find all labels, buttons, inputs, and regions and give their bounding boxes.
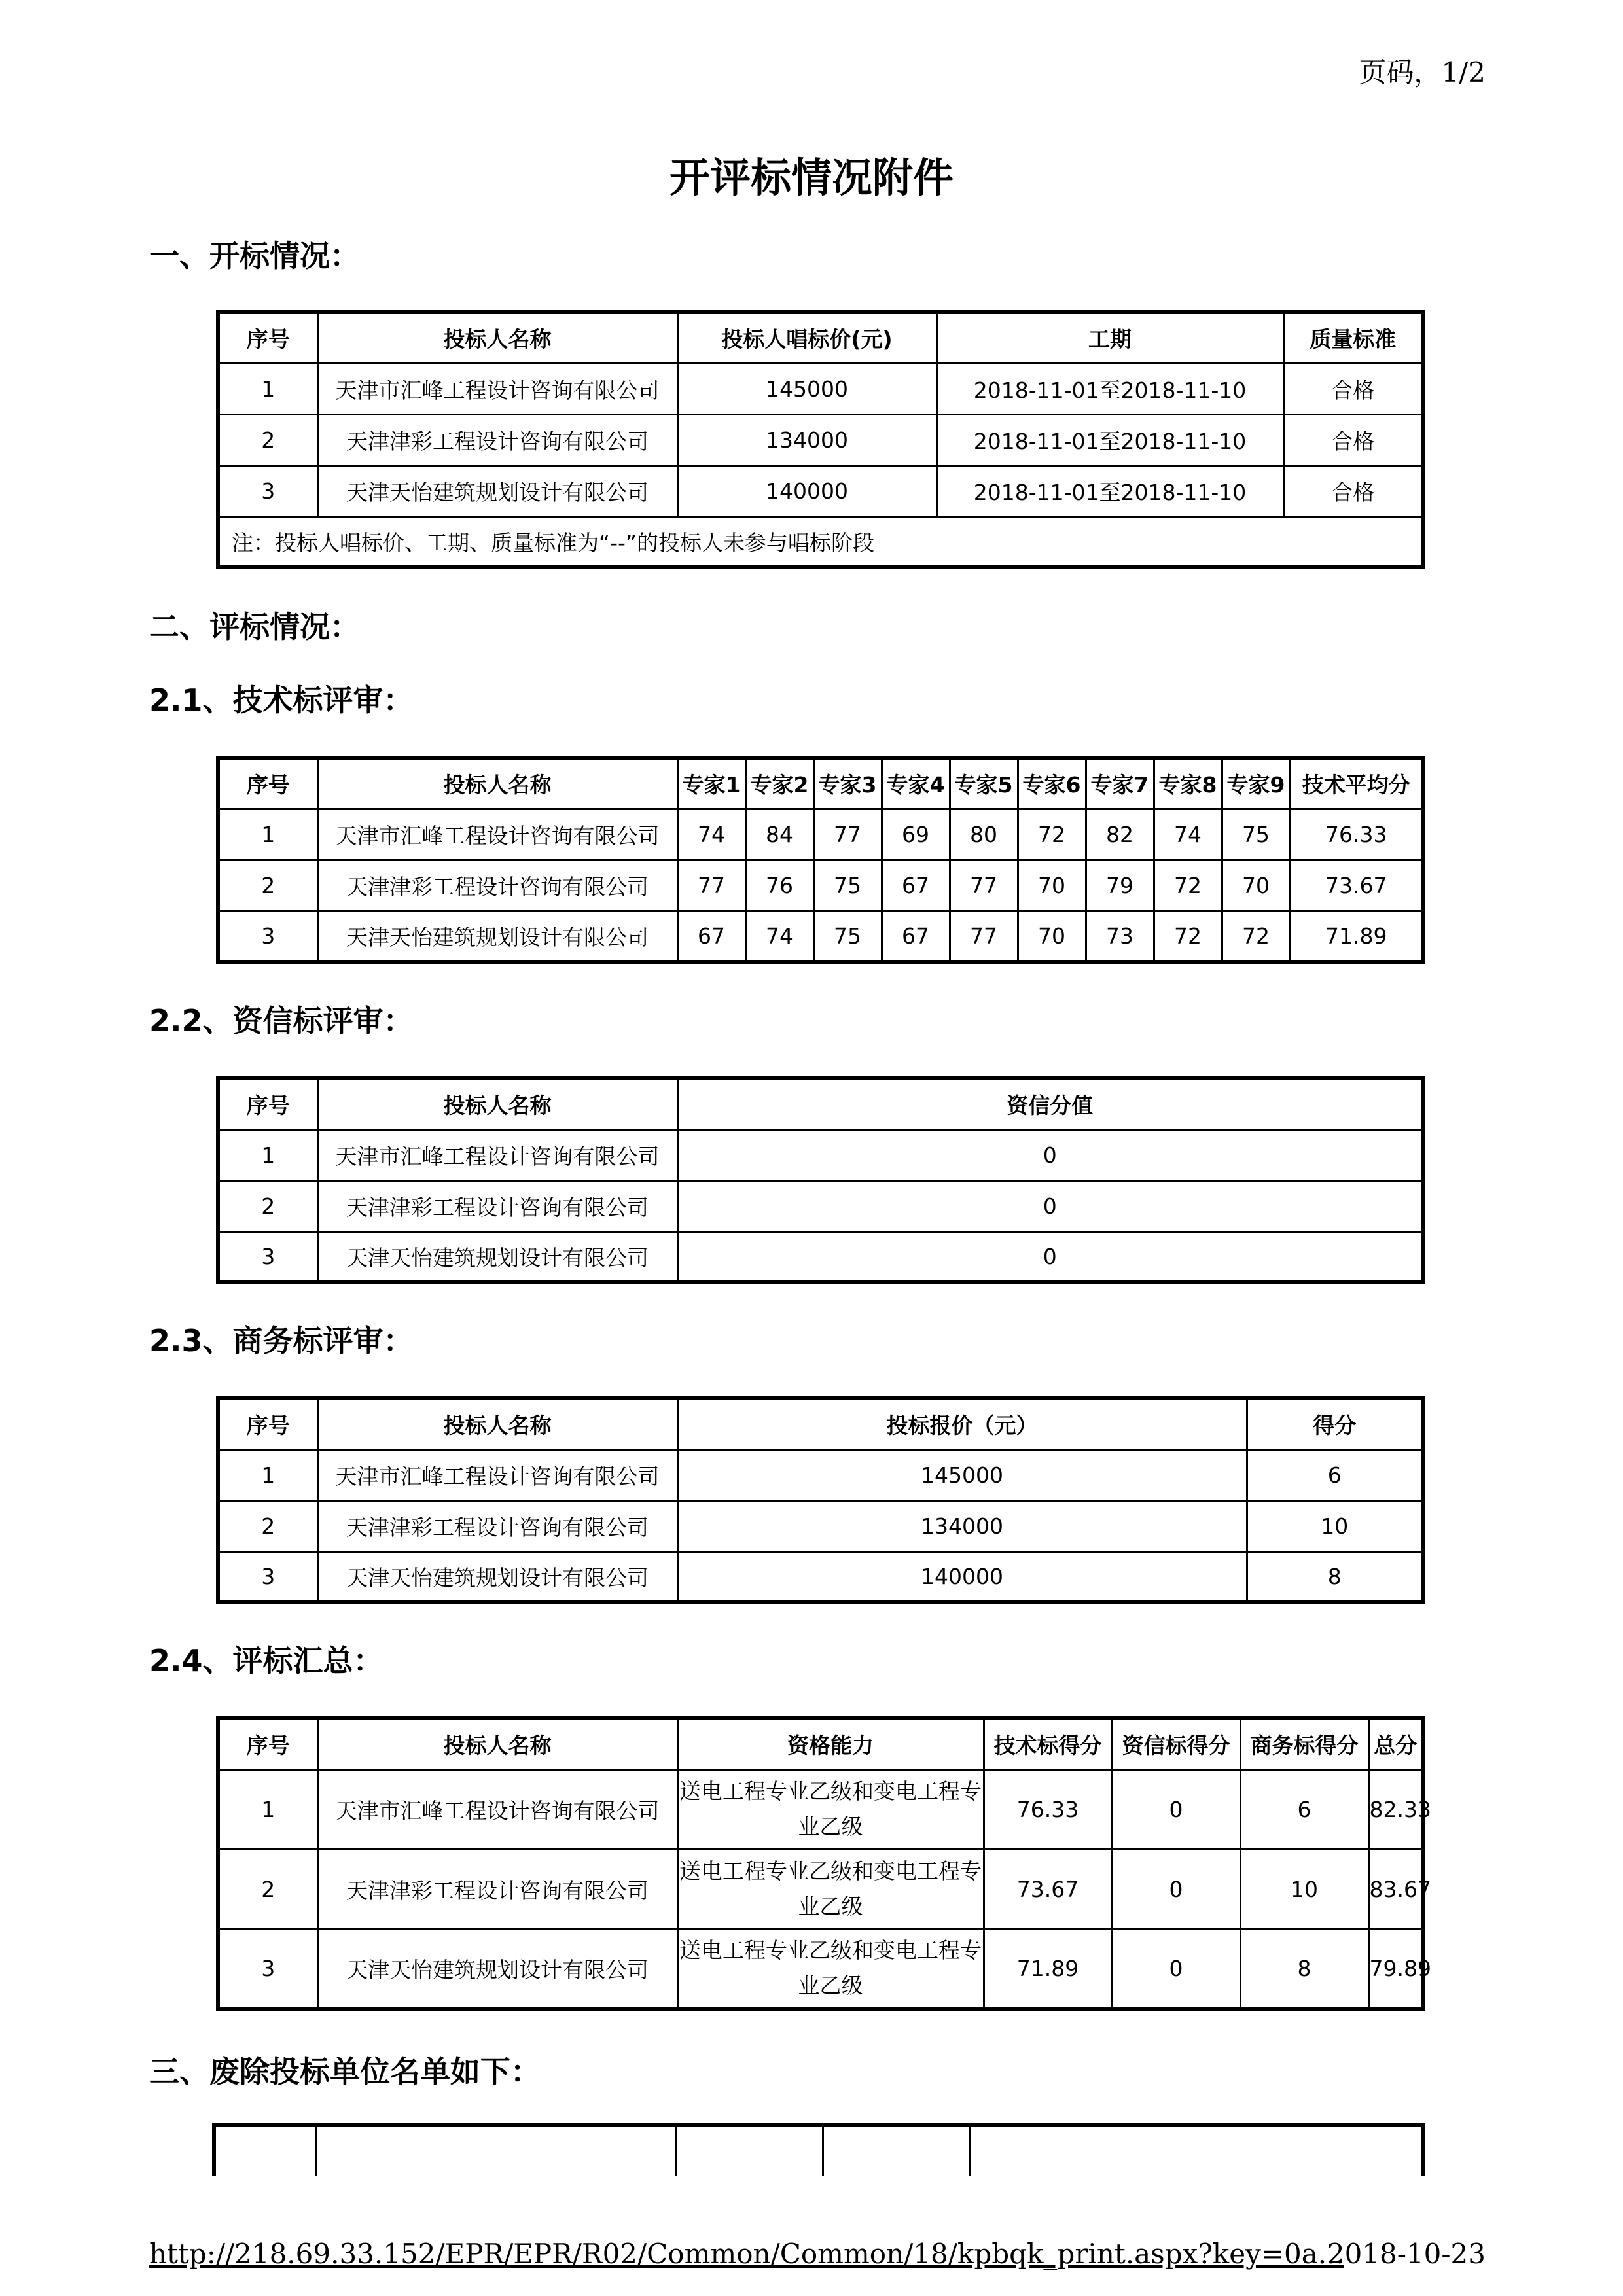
table-cell: 天津天怡建筑规划设计有限公司: [317, 911, 677, 962]
table-cell: 1: [218, 1769, 317, 1849]
column-header: 序号: [218, 312, 317, 363]
table-cell: 82: [1086, 809, 1154, 860]
table-row: [218, 1929, 1423, 2009]
table-row: [218, 911, 1423, 962]
table-cell: 72: [1018, 809, 1086, 860]
section-heading-opening: 一、开标情况：: [149, 238, 360, 274]
table-row: [218, 809, 1423, 860]
column-header: 序号: [218, 1718, 317, 1769]
column-header: 专家1: [677, 758, 745, 809]
table-cell: 天津市汇峰工程设计咨询有限公司: [317, 809, 677, 860]
table-cell: 67: [677, 911, 745, 962]
table-cell: 8: [1240, 1929, 1368, 2009]
column-header: 工期: [936, 312, 1283, 363]
column-header: 资信标得分: [1112, 1718, 1240, 1769]
table-cell: 67: [882, 911, 950, 962]
table-row: [218, 1769, 1423, 1849]
table-row: [218, 363, 1423, 414]
column-header: 质量标准: [1283, 312, 1423, 363]
table-cell: 76.33: [984, 1769, 1112, 1849]
table-row: [218, 1449, 1423, 1500]
table-cell: 80: [950, 809, 1018, 860]
column-header: 商务标得分: [1240, 1718, 1368, 1769]
column-header: 得分: [1247, 1398, 1423, 1449]
column-header: 投标人名称: [317, 1718, 677, 1769]
table-cell: 77: [950, 860, 1018, 911]
column-header: 总分: [1368, 1718, 1423, 1769]
table-cell: 6: [1247, 1449, 1423, 1500]
table-cell: 0: [1112, 1769, 1240, 1849]
table-cell: 送电工程专业乙级和变电工程专业乙级: [677, 1929, 984, 2009]
column-header: 专家4: [882, 758, 950, 809]
column-header: 投标人唱标价(元): [677, 312, 936, 363]
table-header-row: [218, 1718, 1423, 1769]
table-cell: 82.33: [1368, 1769, 1423, 1849]
table-cell: 1: [218, 363, 317, 414]
table-cell: 送电工程专业乙级和变电工程专业乙级: [677, 1769, 984, 1849]
table-row: [218, 1551, 1423, 1602]
table-cell: 3: [218, 465, 317, 516]
table-cell: 2: [218, 1849, 317, 1929]
table-header-row: [218, 758, 1423, 809]
table-row: [218, 1231, 1423, 1282]
table-cell: 75: [813, 860, 882, 911]
table-row: [218, 860, 1423, 911]
footer-date: 2018-10-23: [1327, 2238, 1486, 2270]
table-cell: 0: [677, 1129, 1423, 1180]
table-row: [218, 1500, 1423, 1551]
table-cell: 71.89: [1290, 911, 1423, 962]
column-header: 序号: [218, 1078, 317, 1129]
table-cell: 72: [1222, 911, 1290, 962]
column-header: 专家9: [1222, 758, 1290, 809]
section-heading-credit: 2.2、资信标评审：: [149, 1003, 414, 1038]
table-cell: 天津天怡建筑规划设计有限公司: [317, 1929, 677, 2009]
table-note: 注：投标人唱标价、工期、质量标准为“--”的投标人未参与唱标阶段: [218, 516, 1423, 567]
table-cell: 3: [218, 1929, 317, 2009]
table-cell: 0: [677, 1180, 1423, 1231]
opening-table: [216, 310, 1425, 569]
column-header: 专家7: [1086, 758, 1154, 809]
table-cell: 71.89: [984, 1929, 1112, 2009]
table-cell: 天津津彩工程设计咨询有限公司: [317, 860, 677, 911]
table-row: [218, 1180, 1423, 1231]
table-cell: 6: [1240, 1769, 1368, 1849]
table-cell: 送电工程专业乙级和变电工程专业乙级: [677, 1849, 984, 1929]
table-cell: 2018-11-01至2018-11-10: [936, 465, 1283, 516]
column-header: 专家3: [813, 758, 882, 809]
section-heading-rejected: 三、废除投标单位名单如下：: [149, 2054, 541, 2089]
table-cell: 天津津彩工程设计咨询有限公司: [317, 414, 677, 465]
table-cell: 天津市汇峰工程设计咨询有限公司: [317, 1769, 677, 1849]
table-cell: 10: [1247, 1500, 1423, 1551]
table-cell: 77: [677, 860, 745, 911]
table-cell: 2: [218, 414, 317, 465]
table-cell: 10: [1240, 1849, 1368, 1929]
column-header: 序号: [218, 1398, 317, 1449]
technical-table: [216, 756, 1425, 964]
table-cell: 145000: [677, 363, 936, 414]
table-cell: 1: [218, 1449, 317, 1500]
section-heading-evaluation: 二、评标情况：: [149, 609, 360, 645]
table-row: [218, 465, 1423, 516]
table-header-row: [218, 1398, 1423, 1449]
table-cell: 70: [1018, 911, 1086, 962]
table-cell: 75: [1222, 809, 1290, 860]
table-cell: 69: [882, 809, 950, 860]
column-header: 投标人名称: [317, 312, 677, 363]
column-header: 专家6: [1018, 758, 1086, 809]
table-cell: 天津天怡建筑规划设计有限公司: [317, 1231, 677, 1282]
table-cell: 76.33: [1290, 809, 1423, 860]
table-cell: 77: [813, 809, 882, 860]
table-cell: 天津天怡建筑规划设计有限公司: [317, 1551, 677, 1602]
table-cell: 67: [882, 860, 950, 911]
page-number: 页码，1/2: [1359, 56, 1486, 88]
column-header: 技术平均分: [1290, 758, 1423, 809]
table-cell: 2: [218, 860, 317, 911]
credit-table: [216, 1076, 1425, 1284]
table-cell: 73.67: [1290, 860, 1423, 911]
table-cell: 70: [1018, 860, 1086, 911]
table-cell: 72: [1154, 911, 1222, 962]
column-header: 投标人名称: [317, 758, 677, 809]
table-cell: 79.89: [1368, 1929, 1423, 2009]
section-heading-technical: 2.1、技术标评审：: [149, 682, 414, 718]
table-row: [218, 1129, 1423, 1180]
table-cell: 0: [1112, 1849, 1240, 1929]
table-cell: 74: [677, 809, 745, 860]
table-cell: 8: [1247, 1551, 1423, 1602]
table-header-row: [218, 1078, 1423, 1129]
table-cell: 74: [1154, 809, 1222, 860]
table-cell: 天津津彩工程设计咨询有限公司: [317, 1500, 677, 1551]
table-cell: 合格: [1283, 363, 1423, 414]
table-cell: 84: [745, 809, 813, 860]
table-cell: 1: [218, 809, 317, 860]
section-heading-business: 2.3、商务标评审：: [149, 1323, 414, 1358]
table-cell: 天津天怡建筑规划设计有限公司: [317, 465, 677, 516]
table-cell: 145000: [677, 1449, 1247, 1500]
column-header: 专家5: [950, 758, 1018, 809]
column-header: 专家8: [1154, 758, 1222, 809]
table-cell: 合格: [1283, 414, 1423, 465]
table-cell: 140000: [677, 1551, 1247, 1602]
table-cell: 天津市汇峰工程设计咨询有限公司: [317, 1129, 677, 1180]
rejected-table-fragment: [212, 2123, 1425, 2176]
table-cell: 76: [745, 860, 813, 911]
business-table: [216, 1396, 1425, 1604]
table-cell: 134000: [677, 414, 936, 465]
table-cell: 天津津彩工程设计咨询有限公司: [317, 1849, 677, 1929]
table-cell: 0: [1112, 1929, 1240, 2009]
table-cell: 0: [677, 1231, 1423, 1282]
table-cell: 3: [218, 1551, 317, 1602]
table-cell: 70: [1222, 860, 1290, 911]
section-heading-summary: 2.4、评标汇总：: [149, 1643, 383, 1678]
page-title: 开评标情况附件: [669, 154, 954, 202]
column-header: 投标人名称: [317, 1398, 677, 1449]
table-cell: 77: [950, 911, 1018, 962]
table-cell: 天津市汇峰工程设计咨询有限公司: [317, 1449, 677, 1500]
summary-table: [216, 1716, 1431, 2011]
footer-url-link[interactable]: http://218.69.33.152/EPR/EPR/R02/Common/Common/18/kpbqk_print.aspx?key=0a...: [149, 2238, 1344, 2270]
table-cell: 合格: [1283, 465, 1423, 516]
table-cell: 74: [745, 911, 813, 962]
table-cell: 天津津彩工程设计咨询有限公司: [317, 1180, 677, 1231]
table-header-row: [218, 312, 1423, 363]
table-row: [218, 1849, 1423, 1929]
table-cell: 3: [218, 911, 317, 962]
column-header: 专家2: [745, 758, 813, 809]
column-header: 序号: [218, 758, 317, 809]
table-cell: 3: [218, 1231, 317, 1282]
column-header: 投标报价（元）: [677, 1398, 1247, 1449]
table-cell: 79: [1086, 860, 1154, 911]
table-cell: 天津市汇峰工程设计咨询有限公司: [317, 363, 677, 414]
table-cell: 134000: [677, 1500, 1247, 1551]
column-header: 投标人名称: [317, 1078, 677, 1129]
table-cell: 83.67: [1368, 1849, 1423, 1929]
table-row: [218, 414, 1423, 465]
table-cell: 2018-11-01至2018-11-10: [936, 363, 1283, 414]
table-cell: 72: [1154, 860, 1222, 911]
column-header: 资信分值: [677, 1078, 1423, 1129]
table-note-row: [218, 516, 1423, 567]
table-cell: 73.67: [984, 1849, 1112, 1929]
column-header: 资格能力: [677, 1718, 984, 1769]
table-cell: 2018-11-01至2018-11-10: [936, 414, 1283, 465]
table-cell: 73: [1086, 911, 1154, 962]
table-cell: 75: [813, 911, 882, 962]
table-cell: 140000: [677, 465, 936, 516]
table-cell: 1: [218, 1129, 317, 1180]
table-cell: 2: [218, 1500, 317, 1551]
table-cell: 2: [218, 1180, 317, 1231]
column-header: 技术标得分: [984, 1718, 1112, 1769]
